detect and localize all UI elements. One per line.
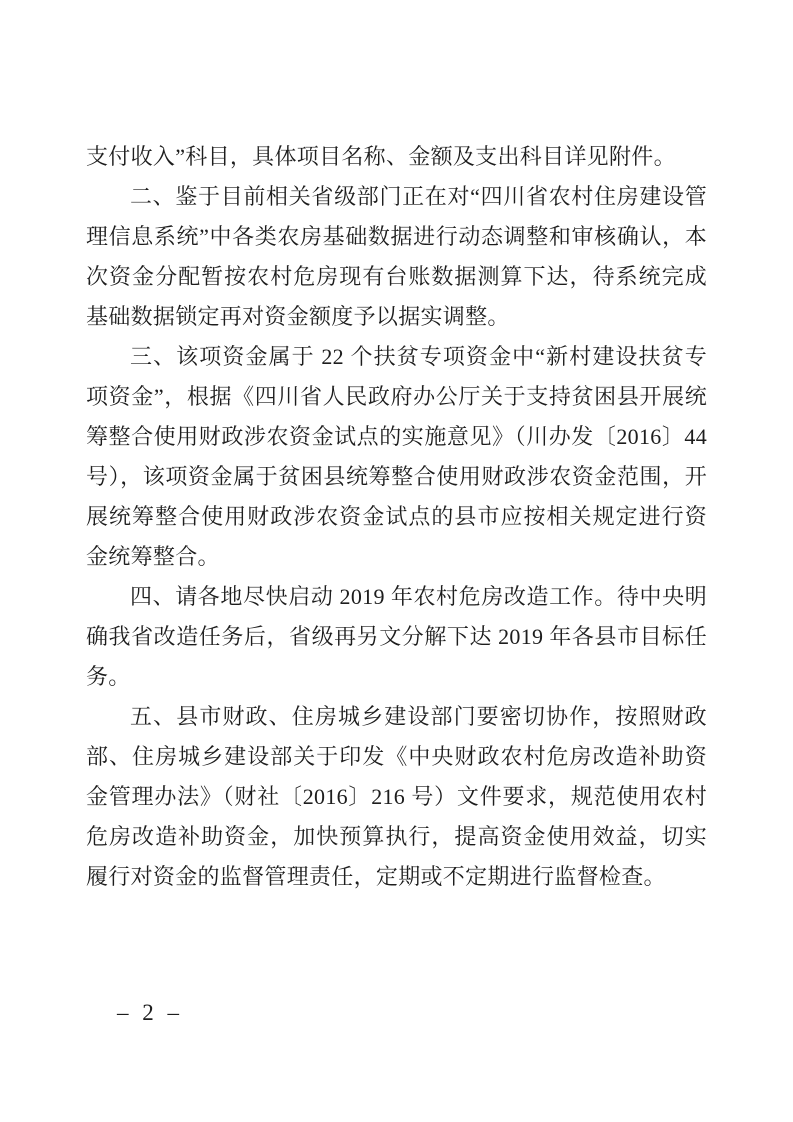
paragraph-item-3: 三、该项资金属于 22 个扶贫专项资金中“新村建设扶贫专项资金”，根据《四川省人民政府办公厅关于支持贫困县开展统筹整合使用财政涉农资金试点的实施意见》（川办发〔2016〕44 号），该项资金属于贫困县统筹整合使用财政涉农资金范围，开展统筹整合使用财政涉农资金试点的县市应按相关规定进行资金统筹整合。: [86, 344, 707, 569]
document-body: [86, 137, 707, 897]
paragraph-continuation: 支付收入”科目，具体项目名称、金额及支出科目详见附件。: [86, 144, 676, 169]
paragraph-item-5: 五、县市财政、住房城乡建设部门要密切协作，按照财政部、住房城乡建设部关于印发《中央财政农村危房改造补助资金管理办法》（财社〔2016〕216 号）文件要求，规范使用农村危房改造补助资金，加快预算执行，提高资金使用效益，切实履行对资金的监督管理责任，定期或不定期进行监督检查。: [86, 704, 707, 889]
page-number: – 2 –: [117, 1000, 183, 1025]
paragraph-item-4: 四、请各地尽快启动 2019 年农村危房改造工作。待中央明确我省改造任务后，省级再另文分解下达 2019 年各县市目标任务。: [86, 584, 707, 689]
paragraph-item-2: 二、鉴于目前相关省级部门正在对“四川省农村住房建设管理信息系统”中各类农房基础数据进行动态调整和审核确认，本次资金分配暂按农村危房现有台账数据测算下达，待系统完成基础数据锁定再对资金额度予以据实调整。: [86, 184, 707, 329]
